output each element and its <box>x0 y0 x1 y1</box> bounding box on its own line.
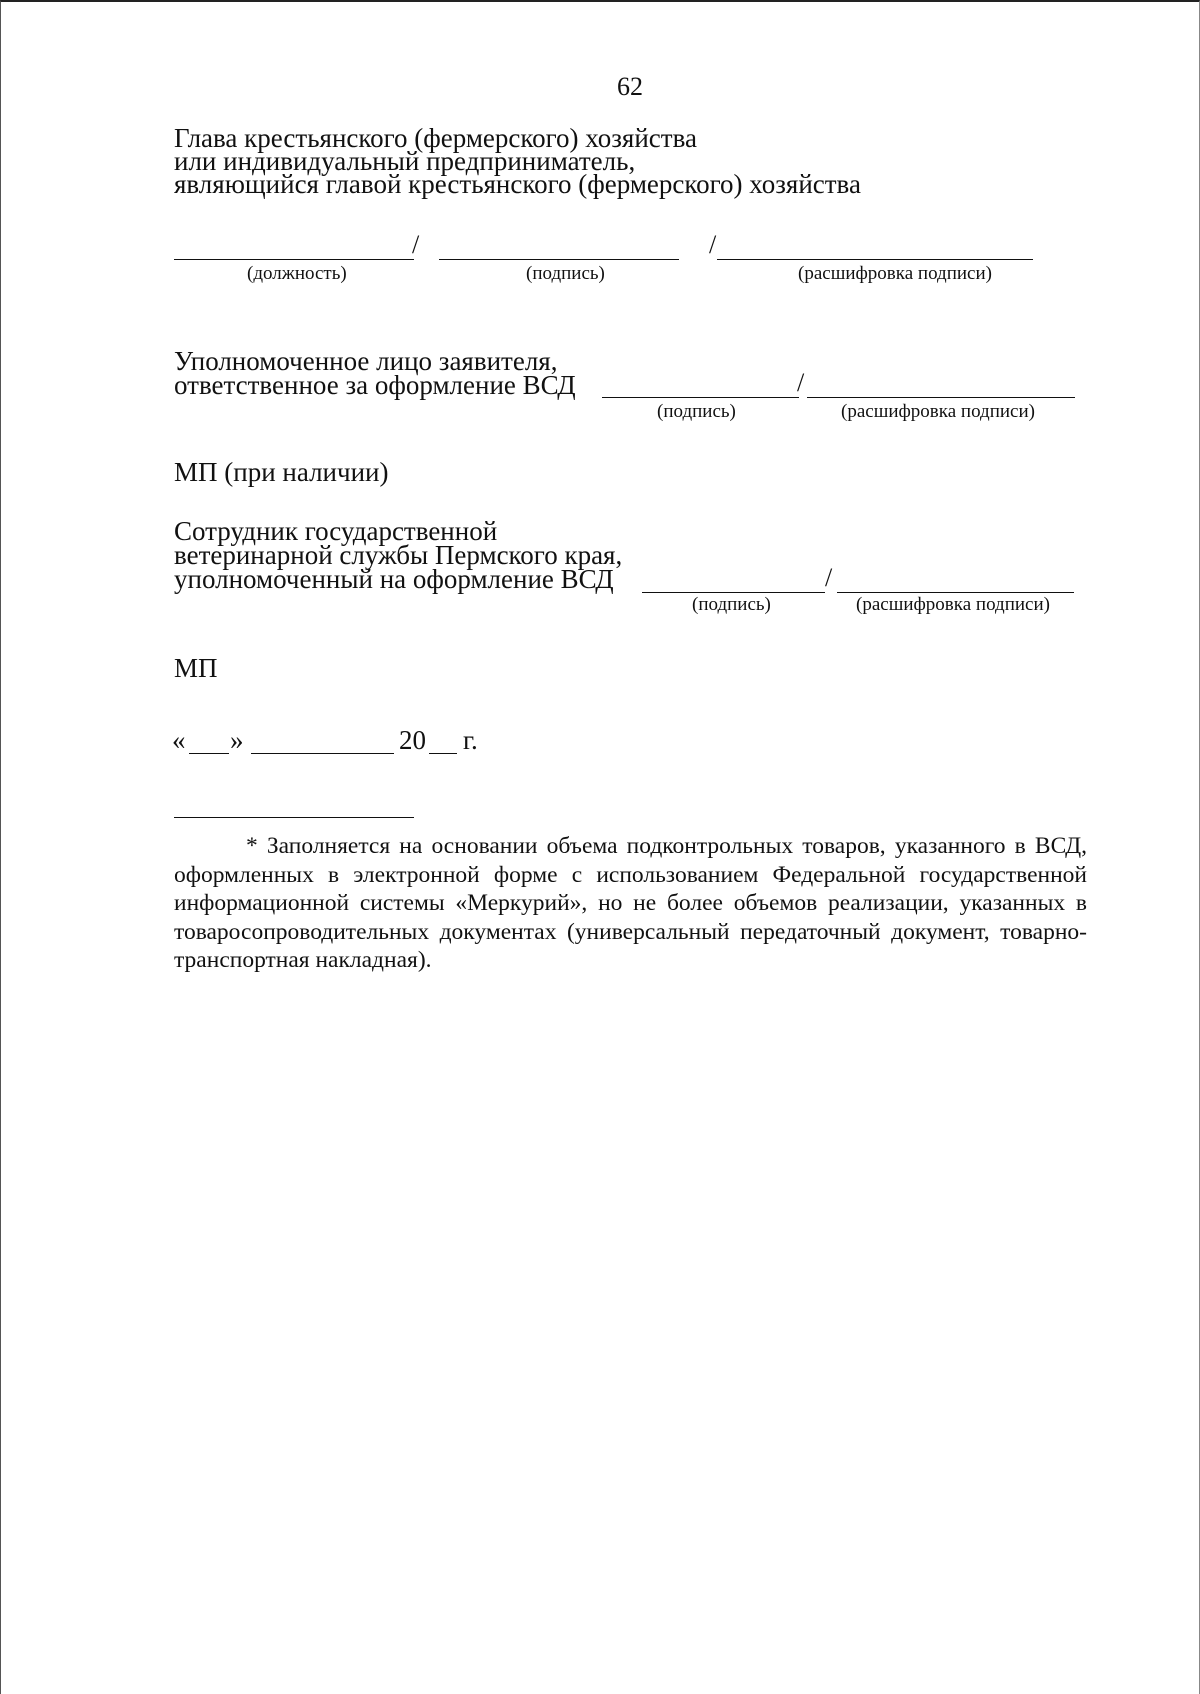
vet-officer-line-2: ветеринарной службы Пермского края, <box>174 540 623 570</box>
footnote-separator <box>174 817 414 818</box>
stamp-place-label: МП (при наличии) <box>174 457 389 487</box>
decoding-label: (расшифровка подписи) <box>856 594 1050 615</box>
signature-label: (подпись) <box>692 594 771 615</box>
decoding-blank-line <box>807 397 1075 398</box>
signature-label: (подпись) <box>657 401 736 422</box>
separator-slash: / <box>825 563 833 592</box>
head-title-line-3: являющийся главой крестьянского (фермерского) хозяйства <box>174 169 861 199</box>
day-blank-line <box>189 753 229 754</box>
decoding-blank-line <box>717 259 1033 260</box>
decoding-label: (расшифровка подписи) <box>841 401 1035 422</box>
year-prefix: 20 <box>399 725 426 755</box>
authorized-person-line-2: ответственное за оформление ВСД <box>174 370 576 400</box>
footnote-text: * Заполняется на основании объема подконтрольных товаров, указанного в ВСД, оформленных в электронной форме с использованием Федеральной государственной информационной системы «Меркурий», но не более объемов реализации, указанных в товаросопроводительных документах (универсальный передаточный документ, товарно-транспортная накладная). <box>174 833 1087 973</box>
signature-blank-line <box>439 259 679 260</box>
signature-blank-line <box>602 397 799 398</box>
separator-slash: / <box>797 368 805 397</box>
vet-officer-line-3: уполномоченный на оформление ВСД <box>174 564 614 594</box>
vet-officer-line-1: Сотрудник государственной <box>174 516 498 546</box>
head-title-line-2: или индивидуальный предприниматель, <box>174 146 636 176</box>
stamp-label: МП <box>174 653 218 683</box>
decoding-label: (расшифровка подписи) <box>798 263 992 284</box>
separator-slash: / <box>412 230 420 259</box>
signature-label: (подпись) <box>526 263 605 284</box>
signature-blank-line <box>642 592 825 593</box>
decoding-blank-line <box>837 592 1074 593</box>
date-close-quote: » <box>230 725 244 755</box>
position-blank-line <box>174 259 414 260</box>
position-label: (должность) <box>247 263 347 284</box>
year-suffix: г. <box>463 725 478 755</box>
page-number: 62 <box>617 72 643 101</box>
date-open-quote: « <box>172 725 186 755</box>
authorized-person-line-1: Уполномоченное лицо заявителя, <box>174 346 558 376</box>
month-blank-line <box>251 753 394 754</box>
year-blank-line <box>429 753 457 754</box>
separator-slash: / <box>709 230 717 259</box>
head-title-line-1: Глава крестьянского (фермерского) хозяйства <box>174 123 697 153</box>
